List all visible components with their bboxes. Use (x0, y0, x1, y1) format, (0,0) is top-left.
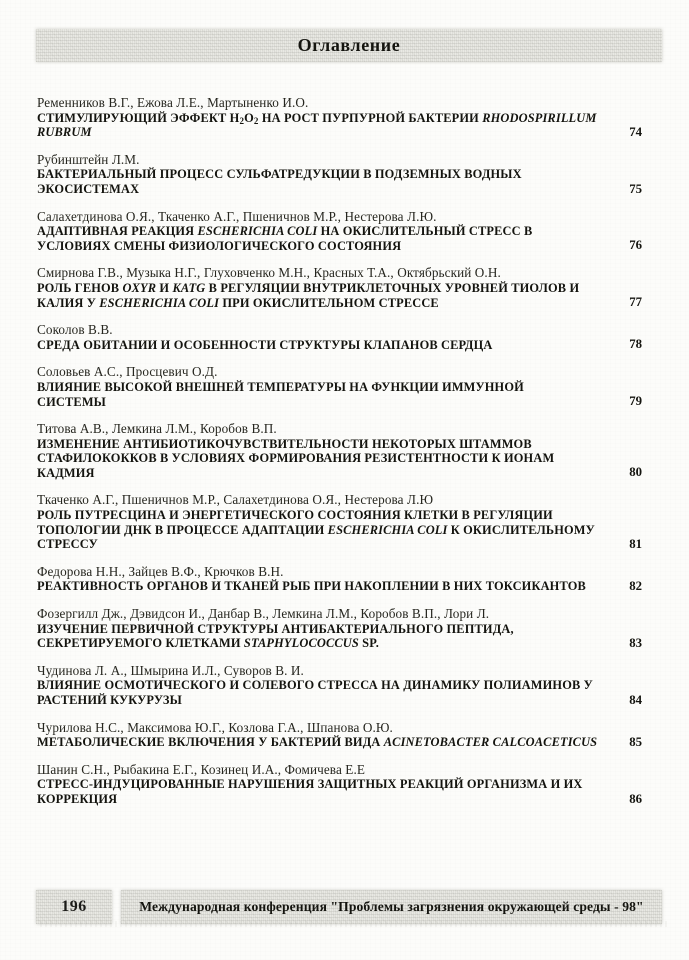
toc-entry-title-line: СТИМУЛИРУЮЩИЙ ЭФФЕКТ $H_2O_2$ НА РОСТ ПУРПУРНОЙ БАКТЕРИИ RHODOSPIRILLUM (37, 110, 597, 126)
toc-entry-authors: Чурилова Н.С., Максимова Ю.Г., Козлова Г.А., Шпанова О.Ю. (37, 719, 393, 735)
toc-entry-title-line: БАКТЕРИАЛЬНЫЙ ПРОЦЕСС СУЛЬФАТРЕДУКЦИИ В ПОДЗЕМНЫХ ВОДНЫХ (37, 167, 522, 182)
toc-entry-title-line: СРЕДА ОБИТАНИИ И ОСОБЕННОСТИ СТРУКТУРЫ КЛАПАНОВ СЕРДЦА (37, 337, 493, 352)
toc-entry-text (37, 323, 596, 352)
footer-band (121, 890, 662, 924)
toc-entry-authors: Федорова Н.Н., Зайцев В.Ф., Крючков В.Н. (37, 563, 284, 579)
toc-entry-authors: Шанин С.Н., Рыбакина Е.Г., Козинец И.А., Фомичева Е.Е (37, 761, 365, 777)
toc-entry-authors: Смирнова Г.В., Музыка Н.Г., Глуховченко М.Н., Красных Т.А., Октябрьский О.Н. (37, 265, 501, 281)
toc-entry-title-line: КАДМИЯ (37, 465, 95, 480)
toc-entry (37, 365, 642, 409)
toc-entry-authors: Ткаченко А.Г., Пшеничнов М.Р., Салахетдинова О.Я., Нестерова Л.Ю (37, 492, 434, 508)
toc-list (37, 96, 642, 820)
toc-entry-title-line: МЕТАБОЛИЧЕСКИЕ ВКЛЮЧЕНИЯ У БАКТЕРИЙ ВИДА ACINETOBACTER CALCOACETICUS (37, 735, 598, 750)
toc-entry-authors: Чудинова Л. А., Шмырина И.Л., Суворов В. И. (37, 662, 304, 678)
toc-entry-text (37, 721, 596, 750)
toc-entry (37, 664, 642, 708)
toc-entry-title-line: РАСТЕНИЙ КУКУРУЗЫ (37, 693, 182, 707)
toc-entry-title-line: СТРЕСС-ИНДУЦИРОВАННЫЕ НАРУШЕНИЯ ЗАЩИТНЫХ РЕАКЦИЙ ОРГАНИЗМА И ИХ (37, 777, 583, 792)
toc-entry-title-line: РЕАКТИВНОСТЬ ОРГАНОВ И ТКАНЕЙ РЫБ ПРИ НАКОПЛЕНИИ В НИХ ТОКСИКАНТОВ (37, 579, 586, 594)
toc-entry-title-line: УСЛОВИЯХ СМЕНЫ ФИЗИОЛОГИЧЕСКОГО СОСТОЯНИЯ (37, 238, 402, 253)
toc-entry-page-number: 86 (629, 791, 642, 806)
toc-entry (37, 153, 642, 197)
header-band (36, 29, 662, 62)
toc-entry-title-line: ИЗМЕНЕНИЕ АНТИБИОТИКОЧУВСТВИТЕЛЬНОСТИ НЕКОТОРЫХ ШТАММОВ (37, 436, 532, 451)
toc-entry-page-number: 79 (629, 394, 642, 409)
toc-entry-title-line: РОЛЬ ПУТРЕСЦИНА И ЭНЕРГЕТИЧЕСКОГО СОСТОЯНИЯ КЛЕТКИ В РЕГУЛЯЦИИ (37, 508, 553, 523)
toc-entry-authors: Салахетдинова О.Я., Ткаченко А.Г., Пшеничнов М.Р., Нестерова Л.Ю. (37, 208, 437, 224)
toc-entry-page-number: 78 (629, 337, 642, 352)
toc-entry-title-line: ЭКОСИСТЕМАХ (37, 181, 140, 196)
toc-entry-title-line: RUBRUM (37, 125, 92, 140)
toc-entry-text (37, 153, 596, 197)
toc-entry-text (37, 365, 596, 409)
toc-entry-title-line: КАЛИЯ У ESCHERICHIA COLI ПРИ ОКИСЛИТЕЛЬНОМ СТРЕССЕ (37, 295, 439, 310)
toc-entry-authors: Рубинштейн Л.М. (37, 151, 140, 167)
toc-entry-title-line: КОРРЕКЦИЯ (37, 791, 118, 806)
toc-entry-authors: Соловьев А.С., Просцевич О.Д. (37, 364, 218, 380)
toc-entry (37, 266, 642, 310)
toc-entry-title-line: ВЛИЯНИЕ ОСМОТИЧЕСКОГО И СОЛЕВОГО СТРЕССА НА ДИНАМИКУ ПОЛИАМИНОВ У (37, 678, 593, 693)
toc-entry-title-line: СЕКРЕТИРУЕМОГО КЛЕТКАМИ STAPHYLOCOCCUS SP. (37, 636, 380, 651)
toc-entry-title-line: СИСТЕМЫ (37, 394, 106, 409)
toc-entry-authors: Ременников В.Г., Ежова Л.Е., Мартыненко И.О. (37, 95, 309, 110)
toc-entry-text (37, 266, 596, 310)
toc-entry-title-line: СТРЕССУ (37, 537, 98, 552)
page-title: Оглавление (297, 35, 401, 55)
toc-entry-page-number: 74 (629, 124, 642, 139)
toc-entry (37, 96, 642, 140)
toc-entry (37, 493, 642, 551)
toc-entry-text (37, 664, 596, 708)
footer-conference-title: Международная конференция "Проблемы загрязнения окружающей среды - 98" (139, 899, 644, 914)
scan-noise-artifact (40, 921, 670, 927)
toc-entry (37, 721, 642, 750)
toc-entry (37, 763, 642, 807)
toc-entry-text (37, 210, 596, 254)
toc-entry-page-number: 77 (629, 295, 642, 310)
toc-entry-text (37, 763, 596, 807)
toc-entry (37, 323, 642, 352)
toc-entry-page-number: 84 (629, 692, 642, 707)
toc-entry-text (37, 493, 596, 551)
folio-page-number: 196 (61, 898, 87, 915)
toc-entry-page-number: 85 (629, 734, 642, 749)
toc-entry-page-number: 76 (629, 238, 642, 253)
toc-entry-text (37, 607, 596, 651)
toc-entry-title-line: СТАФИЛОКОККОВ В УСЛОВИЯХ ФОРМИРОВАНИЯ РЕЗИСТЕНТНОСТИ К ИОНАМ (37, 451, 555, 466)
toc-entry-title-line: АДАПТИВНАЯ РЕАКЦИЯ ESCHERICHIA COLI НА ОКИСЛИТЕЛЬНЫЙ СТРЕСС В (37, 224, 533, 239)
toc-entry-page-number: 75 (629, 181, 642, 196)
toc-entry-text (37, 565, 596, 594)
toc-entry (37, 210, 642, 254)
toc-entry-page-number: 81 (629, 536, 642, 551)
toc-entry-authors: Соколов В.В. (37, 322, 113, 338)
toc-entry-page-number: 82 (629, 579, 642, 594)
toc-entry-text (37, 96, 596, 140)
toc-entry-title-line: ТОПОЛОГИИ ДНК В ПРОЦЕССЕ АДАПТАЦИИ ESCHERICHIA COLI К ОКИСЛИТЕЛЬНОМУ (37, 522, 595, 537)
toc-entry-page-number: 83 (629, 635, 642, 650)
toc-entry-title-line: РОЛЬ ГЕНОВ OXYR И KATG В РЕГУЛЯЦИИ ВНУТРИКЛЕТОЧНЫХ УРОВНЕЙ ТИОЛОВ И (37, 280, 580, 295)
toc-entry-authors: Титова А.В., Лемкина Л.М., Коробов В.П. (37, 421, 277, 437)
toc-entry-title-line: ИЗУЧЕНИЕ ПЕРВИЧНОЙ СТРУКТУРЫ АНТИБАКТЕРИАЛЬНОГО ПЕПТИДА, (37, 621, 514, 636)
folio-band (36, 890, 112, 924)
toc-entry-authors: Фозергилл Дж., Дэвидсон И., Данбар В., Лемкина Л.М., Коробов В.П., Лори Л. (37, 606, 490, 622)
toc-entry (37, 422, 642, 480)
toc-entry (37, 565, 642, 594)
toc-entry (37, 607, 642, 651)
toc-entry-title-line: ВЛИЯНИЕ ВЫСОКОЙ ВНЕШНЕЙ ТЕМПЕРАТУРЫ НА ФУНКЦИИ ИММУННОЙ (37, 379, 524, 394)
toc-entry-page-number: 80 (629, 465, 642, 480)
toc-entry-text (37, 422, 596, 480)
